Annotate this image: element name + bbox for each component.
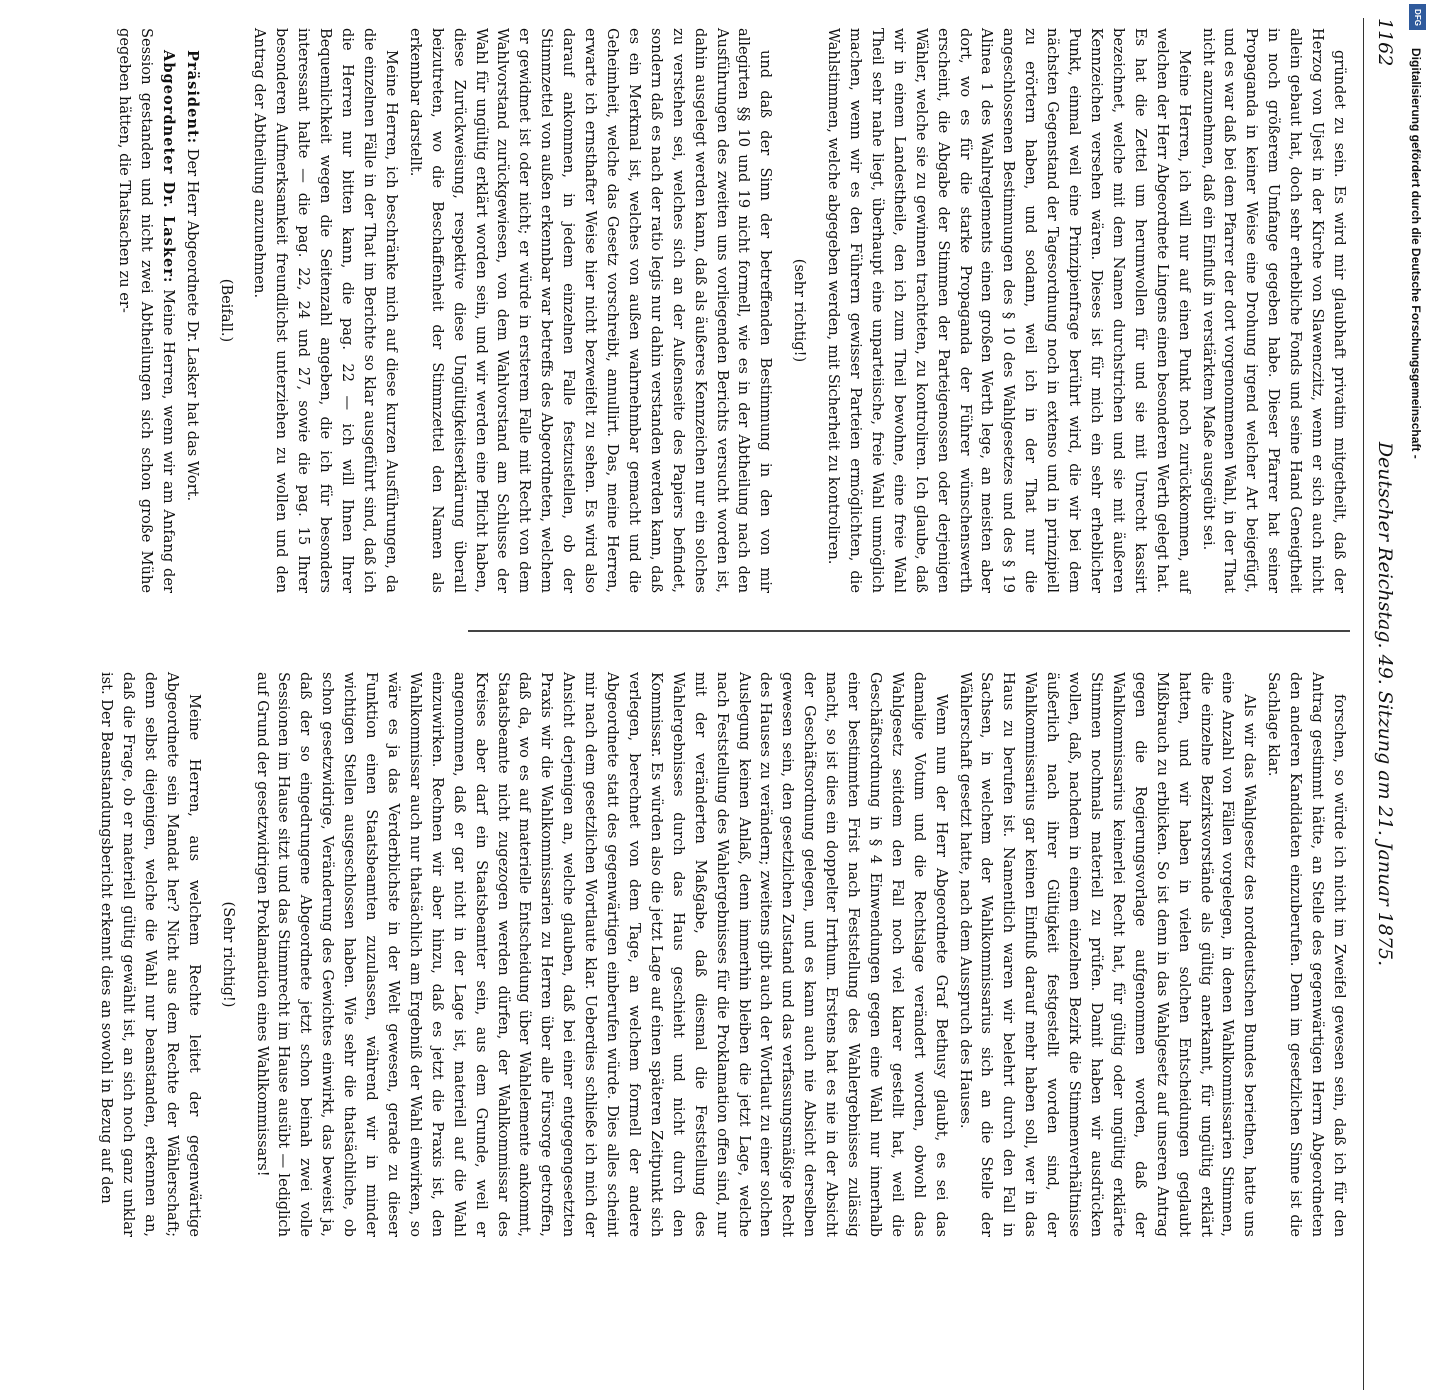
speaker-name: Abgeordneter Dr. Lasker: (159, 50, 177, 284)
body-paragraph: Meine Herren, ich beschränke mich auf diese kurzen Ausführungen, da die einzelnen Fälle in der That im Berichte so klar ausgeführt sind, daß ich die Herren nur bitten kann, die pag. 22 — ich will Ihnen Ihrer Bequemlichkeit wegen die Seitenzahl angeben, die ich für besonders interessant halte — die pag. 22, 24 und 27, sowie die pag. 15 Ihrer besonderen Aufmerksamkeit freundlichst unterziehen zu wollen und den Antrag der Abtheilung anzunehmen. (251, 28, 400, 593)
body-paragraph: Als wir das Wahlgesetz des norddeutschen Bundes beriethen, hatte uns eine Anzahl von Fällen vorgelegen, in denen Wahlkommissarien Stimmen, die einzelne Bezirksvorstände als gültig anerkannt, für ungültig erklärt hatten, und wir haben in vielen solchen Entscheidungen geglaubt Mißbrauch zu erblicken. So ist denn in das Wahlgesetz auf unseren Antrag gegen die Regierungsvorlage aufgenommen worden, daß der Wahlkommissarius keinerlei Recht hat, für gültig oder ungültig erklärte Stimmen nochmals materiell zu prüfen. Damit haben wir ausdrücken wollen, daß, nachdem in einem einzelnen Bezirk die Stimmenverhältnisse äußerlich nach ihrer Gültigkeit festgestellt worden sind, der Wahlkommissarius gar keinen Einfluß darauf mehr haben soll, wer in das Haus zu berufen ist. Namentlich waren wir belehrt durch den Fall in Sachsen, in welchem der Wahlkommissarius sich an die Stelle der Wählerschaft gesetzt hatte, nach dem Ausspruch des Hauses. (956, 672, 1259, 1237)
dfg-logo (1409, 4, 1426, 30)
funding-credit-text: Digitalisierung gefördert durch die Deutsche Forschungsgemeinschaft - (1409, 48, 1423, 459)
body-paragraph: Meine Herren, aus welchem Rechte leitet der gegenwärtige Abgeordnete sein Mandat her? Nicht aus dem Rechte der Wählerschaft; denn selbst diejenigen, welche die Wahl nur beanstanden, erkennen an, daß die Frage, ob er materiell gültig gewählt ist, an sich noch ganz unklar ist. Der Beanstandungsbericht erkennt dies an sowohl in Bezug auf den (98, 672, 203, 1237)
column-divider (468, 630, 1350, 632)
body-paragraph: und daß der Sinn der betreffenden Bestimmung in den von mir allegirten §§ 10 und 19 nicht formell, wie es in der Abtheilung nach den Ausführungen des zweiten uns vorliegenden Berichts versucht worden ist, dahin ausgelegt werden kann, daß als äußeres Kennzeichen nur ein solches zu verstehen sei, welches sich an der Außenseite des Papiers befindet, sondern daß es nach der ratio legis nur dahin verstanden werden kann, daß es ein Merkmal ist, welches von außen wahrnehmbar gemacht und die Geheimheit, welche das Gesetz vorschreibt, annullirt. Das, meine Herren, erwarte ich ernsthafter Weise hier nicht bezweifelt zu sehen. Es wird also darauf ankommen, in jedem einzelnen Falle festzustellen, ob der Stimmzettel von außen erkennbar war betreffs des Abgeordneten, welchem er gewidmet ist oder nicht; er würde in ersterem Falle mit Recht von dem Wahlvorstand zurückgewiesen, von dem Wahlvorstand am Schlusse der Wahl für ungültig erklärt worden sein, und wir werden eine Pflicht haben, diese Zurückweisung, respektive diese Ungültigkeitserklärung überall beizutreten, wo die Beschaffenheit der Stimmzettel den Namen als erkennbar darstellt. (406, 28, 775, 593)
left-column (115, 28, 1350, 594)
page-number: 1162 (1374, 18, 1396, 67)
speaker-paragraph (181, 28, 203, 593)
interjection: (Beifall.) (217, 278, 235, 343)
right-column (98, 672, 1350, 1237)
body-paragraph: Wenn nun der Herr Abgeordnete Graf Bethusy glaubt, es sei das damalige Votum und die Rechtslage verändert worden, obwohl das Wahlgesetz seitdem den Fall noch viel klarer gestellt hat, weil die Geschäftsordnung in § 4 Einwendungen gegen eine Wahl nur innerhalb einer bestimmten Frist nach Feststellung des Wahlergebnisses zulässig macht, so ist dies ein doppelter Irrthum. Erstens hat es nie in der Absicht der Geschäftsordnung gelegen, und es kann auch nie Absicht derselben gewesen sein, den gesetzlichen Zustand und das verfassungsmäßige Recht des Hauses zu verändern; zweitens gibt auch der Wortlaut zu einer solchen Auslegung keinen Anlaß, denn immerhin bleiben die jetzt Lage, welche nach Feststellung des Wahlergebnisses für die Proklamation offen sind, nur mit der veränderten Maßgabe, daß diesmal die Feststellung des Wahlergebnisses durch das Haus geschieht und nicht durch den Kommissar. Es würden also die jetzt Lage auf einen späteren Zeitpunkt sich verlegen, berechnet von dem Tage, an welchem formell der andere Abgeordnete statt des gegenwärtigen einberufen würde. Dies alles scheint mir nach dem gesetzlichen Wortlaute klar. Ueberdies schließe ich mich der Ansicht derjenigen an, welche glauben, daß bei einer entgegengesetzten Praxis wir die Wahlkommissarien zu Herren über alle Fürsorge getroffen, daß da, wo es auf materielle Entscheidung über Wahlelemente ankommt, Staatsbeamte nicht zugezogen werden dürfen, der Wahlkommissar des Kreises aber darf ein Staatsbeamter sein, aus dem Grunde, weil er angenommen, daß er gar nicht in der Lage ist, materiell auf die Wahl einzuwirken. Rechnen wir aber hinzu, daß es jetzt die Praxis ist, den Wahlkommissar auch nur thatsächlich am Ergebniß der Wahl einwirken, so wäre es ja das Verderblichste in der Welt gewesen, gerade zu dieser Funktion einen Staatsbeamten zuzulassen, während wir in minder wichtigen Stellen ausgeschlossen haben. Wie sehr die thatsächliche, ob schon gesetzwidrige, Veränderung des Gewichtes einwirkt, das beweist ja, daß der so eingedrungene Abgeordnete jetzt schon beinah zwei volle Sessionen im Hause sitzt und das Stimmrecht im Hause ausübt — lediglich auf Grund der gesetzwidrigen Proklamation eines Wahlkommissars! (253, 672, 950, 1237)
interjection: (Sehr richtig!) (219, 901, 237, 1008)
dfg-logo-text: DFG (1412, 8, 1422, 26)
running-header (1363, 18, 1404, 1390)
speaker-text: Meine Herren, wenn wir am Anfang der Session gestanden und nicht zwei Abtheilungen sich schon große Mühe gegeben hätten, die Thatsachen zu er- (115, 28, 177, 594)
speaker-paragraph (113, 28, 179, 593)
speaker-name: Präsident: (183, 50, 201, 145)
body-paragraph: gründet zu sein. Es wird mir glaubhaft privatim mitgetheilt, daß der Herzog von Ujest in der Kirche von Slawenczitz, wenn er sich auch nicht allein gebaut hat, doch sehr erhebliche Fonds und seine Hand Geneigtheit in noch größerem Umfange gegeben habe. Dieser Pfarrer hat seiner Propaganda in keiner Weise eine Drohung irgend welcher Art beigefügt, und es war daß bei dem Pfarrer der dort vorgenommenen Wahl, in der That nicht anzunehmen, daß ein Einfluß in verstärktem Maße ausgeübt sei. (1199, 28, 1348, 593)
page-title: Deutscher Reichstag. 49. Sitzung am 21. Januar 1875. (1374, 441, 1396, 967)
speaker-text: Der Herr Abgeordnete Dr. Lasker hat das Wort. (183, 148, 201, 502)
body-paragraph: forschen, so würde ich nicht im Zweifel gewesen sein, daß ich für den Antrag gestimmt hätte, an Stelle des gegenwärtigen Herrn Abgeordneten den anderen Kandidaten einzuberufen. Denn im gesetzlichen Sinne ist die Sachlage klar. (1265, 672, 1348, 1237)
body-paragraph: Meine Herren, ich will nur auf einen Punkt noch zurückkommen, auf welchen der Herr Abgeordnete Lingens einen besonderen Werth gelegt hat. Es hat die Zettel um herumwollen für und sie mit Unrecht kassirt bezeichnet, welche mit dem Namen durchstrichen und sie mit äußeren Kennzeichen versehen wären. Dieses ist für mich ein sehr erheblicher Punkt, einmal weil eine Prinzipienfrage berührt wird, die wir bei dem nächsten Gegenstand der Tagesordnung noch in extenso und in prinzipiell zu erörtern haben, und sodann, weil ich in der That nur die angeschlossenen Bestimmungen des § 10 des Wahlgesetzes und des § 19 Alinea 1 des Wahlreglements einen großen Werth lege, an meisten aber dort, wo es für die starke Propaganda der Führer wünschenswerth erscheint, die Abgabe der Stimmen der Parteigenossen oder derjenigen Wähler, welche sie zu gewinnen trachteten, zu kontroliren. Ich glaube, daß wir in einem Landestheile, den ich zum Theil bewohne, eine freie Wahl Theil sehr nahe liegt, überhaupt eine unparteiische, freie Wahl unmöglich machen, wenn wir es den Führern gewisser Parteien ermöglichten, die Wahlstimmen, welche abgegeben werden, mit Sicherheit zu kontroliren. (825, 28, 1193, 593)
funding-credit-strip (1406, 18, 1426, 1000)
interjection: (sehr richtig!) (791, 258, 809, 363)
